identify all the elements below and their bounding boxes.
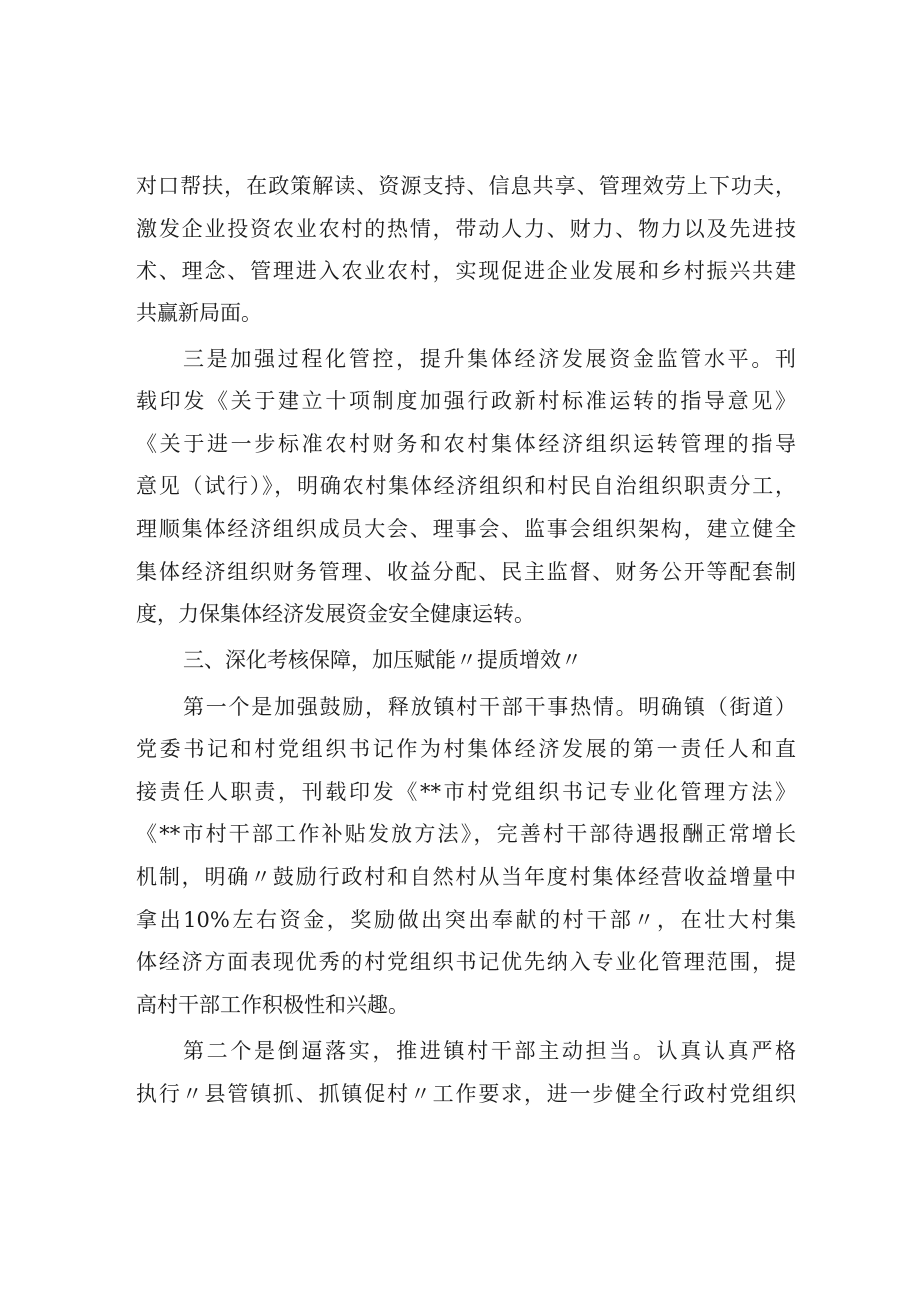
paragraph-start-line: 第一个是加强鼓励，释放镇村干部干事热情。明确镇（街道） (183, 695, 796, 719)
body-line: 术、理念、管理进入农业农村，实现促进企业发展和乡村振兴共建 (136, 259, 796, 283)
body-line: 载印发《关于建立十项制度加强行政新村标准运转的指导意见》 (136, 389, 796, 413)
body-line: 度，力保集体经济发展资金安全健康运转。 (136, 602, 535, 626)
paragraph-start-line: 三是加强过程化管控，提升集体经济发展资金监管水平。刊 (183, 347, 796, 371)
body-line: 高村干部工作积极性和兴趣。 (136, 993, 409, 1017)
body-line: 激发企业投资农业农村的热情，带动人力、财力、物力以及先进技 (136, 217, 796, 241)
body-line: 机制，明确〃鼓励行政村和自然村从当年度村集体经营收益增量中 (136, 865, 796, 889)
body-line: 意见（试行）》，明确农村集体经济组织和村民自治组织职责分工， (136, 474, 796, 498)
body-line: 拿出10%左右资金，奖励做出突出奉献的村干部〃，在壮大村集 (136, 908, 796, 932)
body-line: 集体经济组织财务管理、收益分配、民主监督、财务公开等配套制 (136, 560, 796, 584)
body-line: 党委书记和村党组织书记作为村集体经济发展的第一责任人和直 (136, 737, 796, 761)
body-line: 理顺集体经济组织成员大会、理事会、监事会组织架构，建立健全 (136, 517, 796, 541)
paragraph-start-line: 第二个是倒逼落实，推进镇村干部主动担当。认真认真严格 (183, 1039, 796, 1063)
body-line: 《关于进一步标准农村财务和农村集体经济组织运转管理的指导 (136, 432, 796, 456)
section-heading: 三、深化考核保障，加压赋能〃提质增效〃 (183, 648, 582, 672)
body-line: 共赢新局面。 (136, 301, 262, 325)
body-line: 《**市村干部工作补贴发放方法》，完善村干部待遇报酬正常增长 (136, 822, 796, 846)
body-line: 接责任人职责，刊载印发《**市村党组织书记专业化管理方法》 (136, 780, 796, 804)
body-line: 对口帮扶，在政策解读、资源支持、信息共享、管理效劳上下功夫， (136, 174, 796, 198)
body-line: 体经济方面表现优秀的村党组织书记优先纳入专业化管理范围，提 (136, 950, 796, 974)
body-line: 执行〃县管镇抓、抓镇促村〃工作要求，进一步健全行政村党组织 (136, 1082, 796, 1106)
